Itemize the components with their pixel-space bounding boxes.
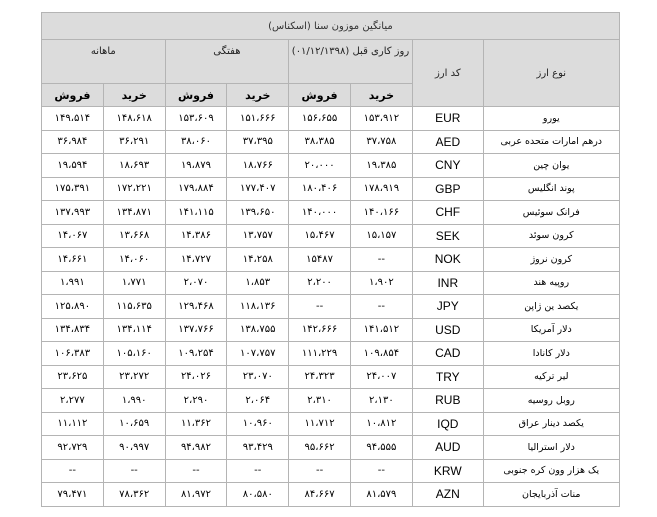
currency-name: روپیه هند [483, 271, 619, 295]
weekly-sell: -- [165, 459, 227, 483]
weekly-buy: ۱۸،۷۶۶ [227, 154, 289, 178]
weekly-sell: ۲،۲۹۰ [165, 389, 227, 413]
previous-day-sell: ۱۵۴۸۷ [289, 248, 351, 272]
monthly-buy: ۱۰،۶۵۹ [103, 412, 165, 436]
currency-name: روبل روسیه [483, 389, 619, 413]
monthly-buy: ۱۷۲،۲۲۱ [103, 177, 165, 201]
previous-day-buy: ۱۵،۱۵۷ [350, 224, 412, 248]
previous-day-buy: ۹۴،۵۵۵ [350, 436, 412, 460]
weekly-buy: -- [227, 459, 289, 483]
currency-code: RUB [412, 389, 483, 413]
weekly-buy: ۱۳،۷۵۷ [227, 224, 289, 248]
weekly-buy: ۲،۰۶۴ [227, 389, 289, 413]
currency-name: فرانک سوئیس [483, 201, 619, 225]
monthly-sell: ۱۴،۶۶۱ [42, 248, 104, 272]
table-row [42, 483, 620, 507]
currency-code: TRY [412, 365, 483, 389]
currency-name: دلار آمریکا [483, 318, 619, 342]
monthly-buy: ۳۶،۲۹۱ [103, 130, 165, 154]
weekly-sell: ۲،۰۷۰ [165, 271, 227, 295]
currency-code-header: کد ارز [412, 40, 483, 107]
previous-day-sell: ۱۱،۷۱۲ [289, 412, 351, 436]
table-row [42, 318, 620, 342]
weekly-sell: ۱۰۹،۲۵۴ [165, 342, 227, 366]
previous-day-sell: ۱۱۱،۲۲۹ [289, 342, 351, 366]
table-row [42, 224, 620, 248]
monthly-buy: ۱،۷۷۱ [103, 271, 165, 295]
monthly-sell: -- [42, 459, 104, 483]
table-row [42, 107, 620, 131]
table-row [42, 130, 620, 154]
previous-day-sell: ۱۵۶،۶۵۵ [289, 107, 351, 131]
weekly-sell: ۱۳۷،۷۶۶ [165, 318, 227, 342]
weekly-buy: ۱۳۹،۶۵۰ [227, 201, 289, 225]
currency-code: INR [412, 271, 483, 295]
monthly-buy: ۲۳،۲۷۲ [103, 365, 165, 389]
previous-day-sell: ۱۵،۴۶۷ [289, 224, 351, 248]
currency-code: CAD [412, 342, 483, 366]
previous-day-buy: ۱۰۹،۸۵۴ [350, 342, 412, 366]
weekly-sell: ۱۱،۳۶۲ [165, 412, 227, 436]
currency-code: JPY [412, 295, 483, 319]
currency-code: SEK [412, 224, 483, 248]
weekly-sell: ۲۴،۰۲۶ [165, 365, 227, 389]
weekly-sell: ۱۹،۸۷۹ [165, 154, 227, 178]
previous-day-sell: ۱۸۰،۴۰۶ [289, 177, 351, 201]
table-row [42, 271, 620, 295]
currency-name: دلار استرالیا [483, 436, 619, 460]
currency-name: منات آذربایجان [483, 483, 619, 507]
monthly-sell: ۱۷۵،۳۹۱ [42, 177, 104, 201]
weekly-sell-header: فروش [165, 84, 227, 107]
monthly-buy: -- [103, 459, 165, 483]
monthly-buy: ۱،۹۹۰ [103, 389, 165, 413]
table-row [42, 436, 620, 460]
currency-code: NOK [412, 248, 483, 272]
currency-code: USD [412, 318, 483, 342]
weekly-buy: ۱۱۸،۱۳۶ [227, 295, 289, 319]
monthly-buy: ۱۳۴،۸۷۱ [103, 201, 165, 225]
weekly-sell: ۱۴۱،۱۱۵ [165, 201, 227, 225]
monthly-buy: ۱۳۴،۱۱۴ [103, 318, 165, 342]
previous-day-buy: ۲۴،۰۰۷ [350, 365, 412, 389]
currency-type-header: نوع ارز [483, 40, 619, 107]
monthly-header: ماهانه [42, 40, 166, 84]
previous-day-sell: ۱۴۰،۰۰۰ [289, 201, 351, 225]
currency-name: درهم امارات متحده عربی [483, 130, 619, 154]
weekly-buy-header: خرید [227, 84, 289, 107]
previous-day-sell: ۸۴،۶۶۷ [289, 483, 351, 507]
weekly-buy: ۱۷۷،۴۰۷ [227, 177, 289, 201]
weekly-buy: ۸۰،۵۸۰ [227, 483, 289, 507]
monthly-sell: ۲۳،۶۲۵ [42, 365, 104, 389]
currency-code: AUD [412, 436, 483, 460]
weekly-sell: ۳۸،۰۶۰ [165, 130, 227, 154]
previous-day-sell: ۳۸،۳۸۵ [289, 130, 351, 154]
monthly-buy: ۷۸،۳۶۲ [103, 483, 165, 507]
previous-day-buy: ۳۷،۷۵۸ [350, 130, 412, 154]
previous-day-buy: -- [350, 295, 412, 319]
table-row [42, 295, 620, 319]
previous-day-header: روز کاری قبل (۰۱/۱۲/۱۳۹۸) [289, 40, 413, 84]
monthly-sell: ۱۳۷،۹۹۳ [42, 201, 104, 225]
previous-day-sell-header: فروش [289, 84, 351, 107]
monthly-buy-header: خرید [103, 84, 165, 107]
previous-day-buy: ۱۴۱،۵۱۲ [350, 318, 412, 342]
previous-day-sell: ۲،۳۱۰ [289, 389, 351, 413]
currency-name: یورو [483, 107, 619, 131]
currency-code: CHF [412, 201, 483, 225]
monthly-sell: ۱۲۵،۸۹۰ [42, 295, 104, 319]
previous-day-buy: ۱۷۸،۹۱۹ [350, 177, 412, 201]
previous-day-buy: ۱۰،۸۱۲ [350, 412, 412, 436]
monthly-sell: ۱۰۶،۳۸۳ [42, 342, 104, 366]
currency-code: KRW [412, 459, 483, 483]
weekly-buy: ۱۰،۹۶۰ [227, 412, 289, 436]
weekly-sell: ۱۷۹،۸۸۴ [165, 177, 227, 201]
previous-day-buy: ۱۴۰،۱۶۶ [350, 201, 412, 225]
monthly-buy: ۱۸،۶۹۳ [103, 154, 165, 178]
currency-code: AED [412, 130, 483, 154]
table-row [42, 342, 620, 366]
weekly-sell: ۸۱،۹۷۲ [165, 483, 227, 507]
monthly-buy: ۹۰،۹۹۷ [103, 436, 165, 460]
table-row [42, 177, 620, 201]
weekly-buy: ۹۳،۴۲۹ [227, 436, 289, 460]
table-row [42, 365, 620, 389]
weekly-buy: ۱۳۸،۷۵۵ [227, 318, 289, 342]
monthly-sell: ۱،۹۹۱ [42, 271, 104, 295]
monthly-sell: ۳۶،۹۸۴ [42, 130, 104, 154]
monthly-buy: ۱۴،۰۶۰ [103, 248, 165, 272]
previous-day-sell: ۹۵،۶۶۲ [289, 436, 351, 460]
previous-day-buy: ۱،۹۰۲ [350, 271, 412, 295]
weekly-sell: ۱۲۹،۴۶۸ [165, 295, 227, 319]
monthly-buy: ۱۱۵،۶۳۵ [103, 295, 165, 319]
weekly-buy: ۲۳،۰۷۰ [227, 365, 289, 389]
monthly-sell: ۱۹،۵۹۴ [42, 154, 104, 178]
weekly-buy: ۱،۸۵۳ [227, 271, 289, 295]
monthly-sell: ۲،۲۷۷ [42, 389, 104, 413]
monthly-sell: ۱۴،۰۶۷ [42, 224, 104, 248]
previous-day-buy: ۸۱،۵۷۹ [350, 483, 412, 507]
previous-day-buy: ۲،۱۳۰ [350, 389, 412, 413]
currency-name: کرون سوئد [483, 224, 619, 248]
currency-name: یکصد ین ژاپن [483, 295, 619, 319]
weekly-buy: ۱۵۱،۶۶۶ [227, 107, 289, 131]
monthly-buy: ۱۰۵،۱۶۰ [103, 342, 165, 366]
previous-day-buy: -- [350, 459, 412, 483]
currency-name: کرون نروژ [483, 248, 619, 272]
monthly-sell: ۹۲،۷۲۹ [42, 436, 104, 460]
currency-name: یوان چین [483, 154, 619, 178]
previous-day-buy: -- [350, 248, 412, 272]
previous-day-sell: ۱۴۲،۶۶۶ [289, 318, 351, 342]
currency-code: EUR [412, 107, 483, 131]
currency-name: پوند انگلیس [483, 177, 619, 201]
table-row [42, 201, 620, 225]
table-row [42, 459, 620, 483]
previous-day-buy: ۱۹،۳۸۵ [350, 154, 412, 178]
currency-code: GBP [412, 177, 483, 201]
currency-code: CNY [412, 154, 483, 178]
previous-day-sell: -- [289, 459, 351, 483]
monthly-sell: ۱۴۹،۵۱۴ [42, 107, 104, 131]
monthly-sell: ۷۹،۴۷۱ [42, 483, 104, 507]
currency-name: دلار کانادا [483, 342, 619, 366]
previous-day-buy-header: خرید [350, 84, 412, 107]
previous-day-sell: ۲۰،۰۰۰ [289, 154, 351, 178]
previous-day-sell: ۲۴،۳۲۳ [289, 365, 351, 389]
weekly-buy: ۳۷،۳۹۵ [227, 130, 289, 154]
monthly-sell: ۱۱،۱۱۲ [42, 412, 104, 436]
currency-name: لیر ترکیه [483, 365, 619, 389]
weekly-sell: ۱۵۳،۶۰۹ [165, 107, 227, 131]
table-row [42, 412, 620, 436]
currency-code: AZN [412, 483, 483, 507]
currency-name: یک هزار وون کره جنوبی [483, 459, 619, 483]
table-row [42, 248, 620, 272]
weekly-sell: ۱۴،۳۸۶ [165, 224, 227, 248]
previous-day-sell: -- [289, 295, 351, 319]
weekly-buy: ۱۴،۲۵۸ [227, 248, 289, 272]
exchange-rate-table [41, 12, 620, 507]
weekly-header: هفتگی [165, 40, 289, 84]
weekly-sell: ۹۴،۹۸۲ [165, 436, 227, 460]
previous-day-buy: ۱۵۳،۹۱۲ [350, 107, 412, 131]
currency-code: IQD [412, 412, 483, 436]
monthly-buy: ۱۳،۶۶۸ [103, 224, 165, 248]
monthly-buy: ۱۴۸،۶۱۸ [103, 107, 165, 131]
table-row [42, 154, 620, 178]
weekly-buy: ۱۰۷،۷۵۷ [227, 342, 289, 366]
table-row [42, 389, 620, 413]
table-title: میانگین موزون سنا (اسکناس) [42, 13, 620, 40]
currency-name: یکصد دینار عراق [483, 412, 619, 436]
previous-day-sell: ۲،۲۰۰ [289, 271, 351, 295]
monthly-sell-header: فروش [42, 84, 104, 107]
weekly-sell: ۱۴،۷۲۷ [165, 248, 227, 272]
monthly-sell: ۱۳۴،۸۳۴ [42, 318, 104, 342]
